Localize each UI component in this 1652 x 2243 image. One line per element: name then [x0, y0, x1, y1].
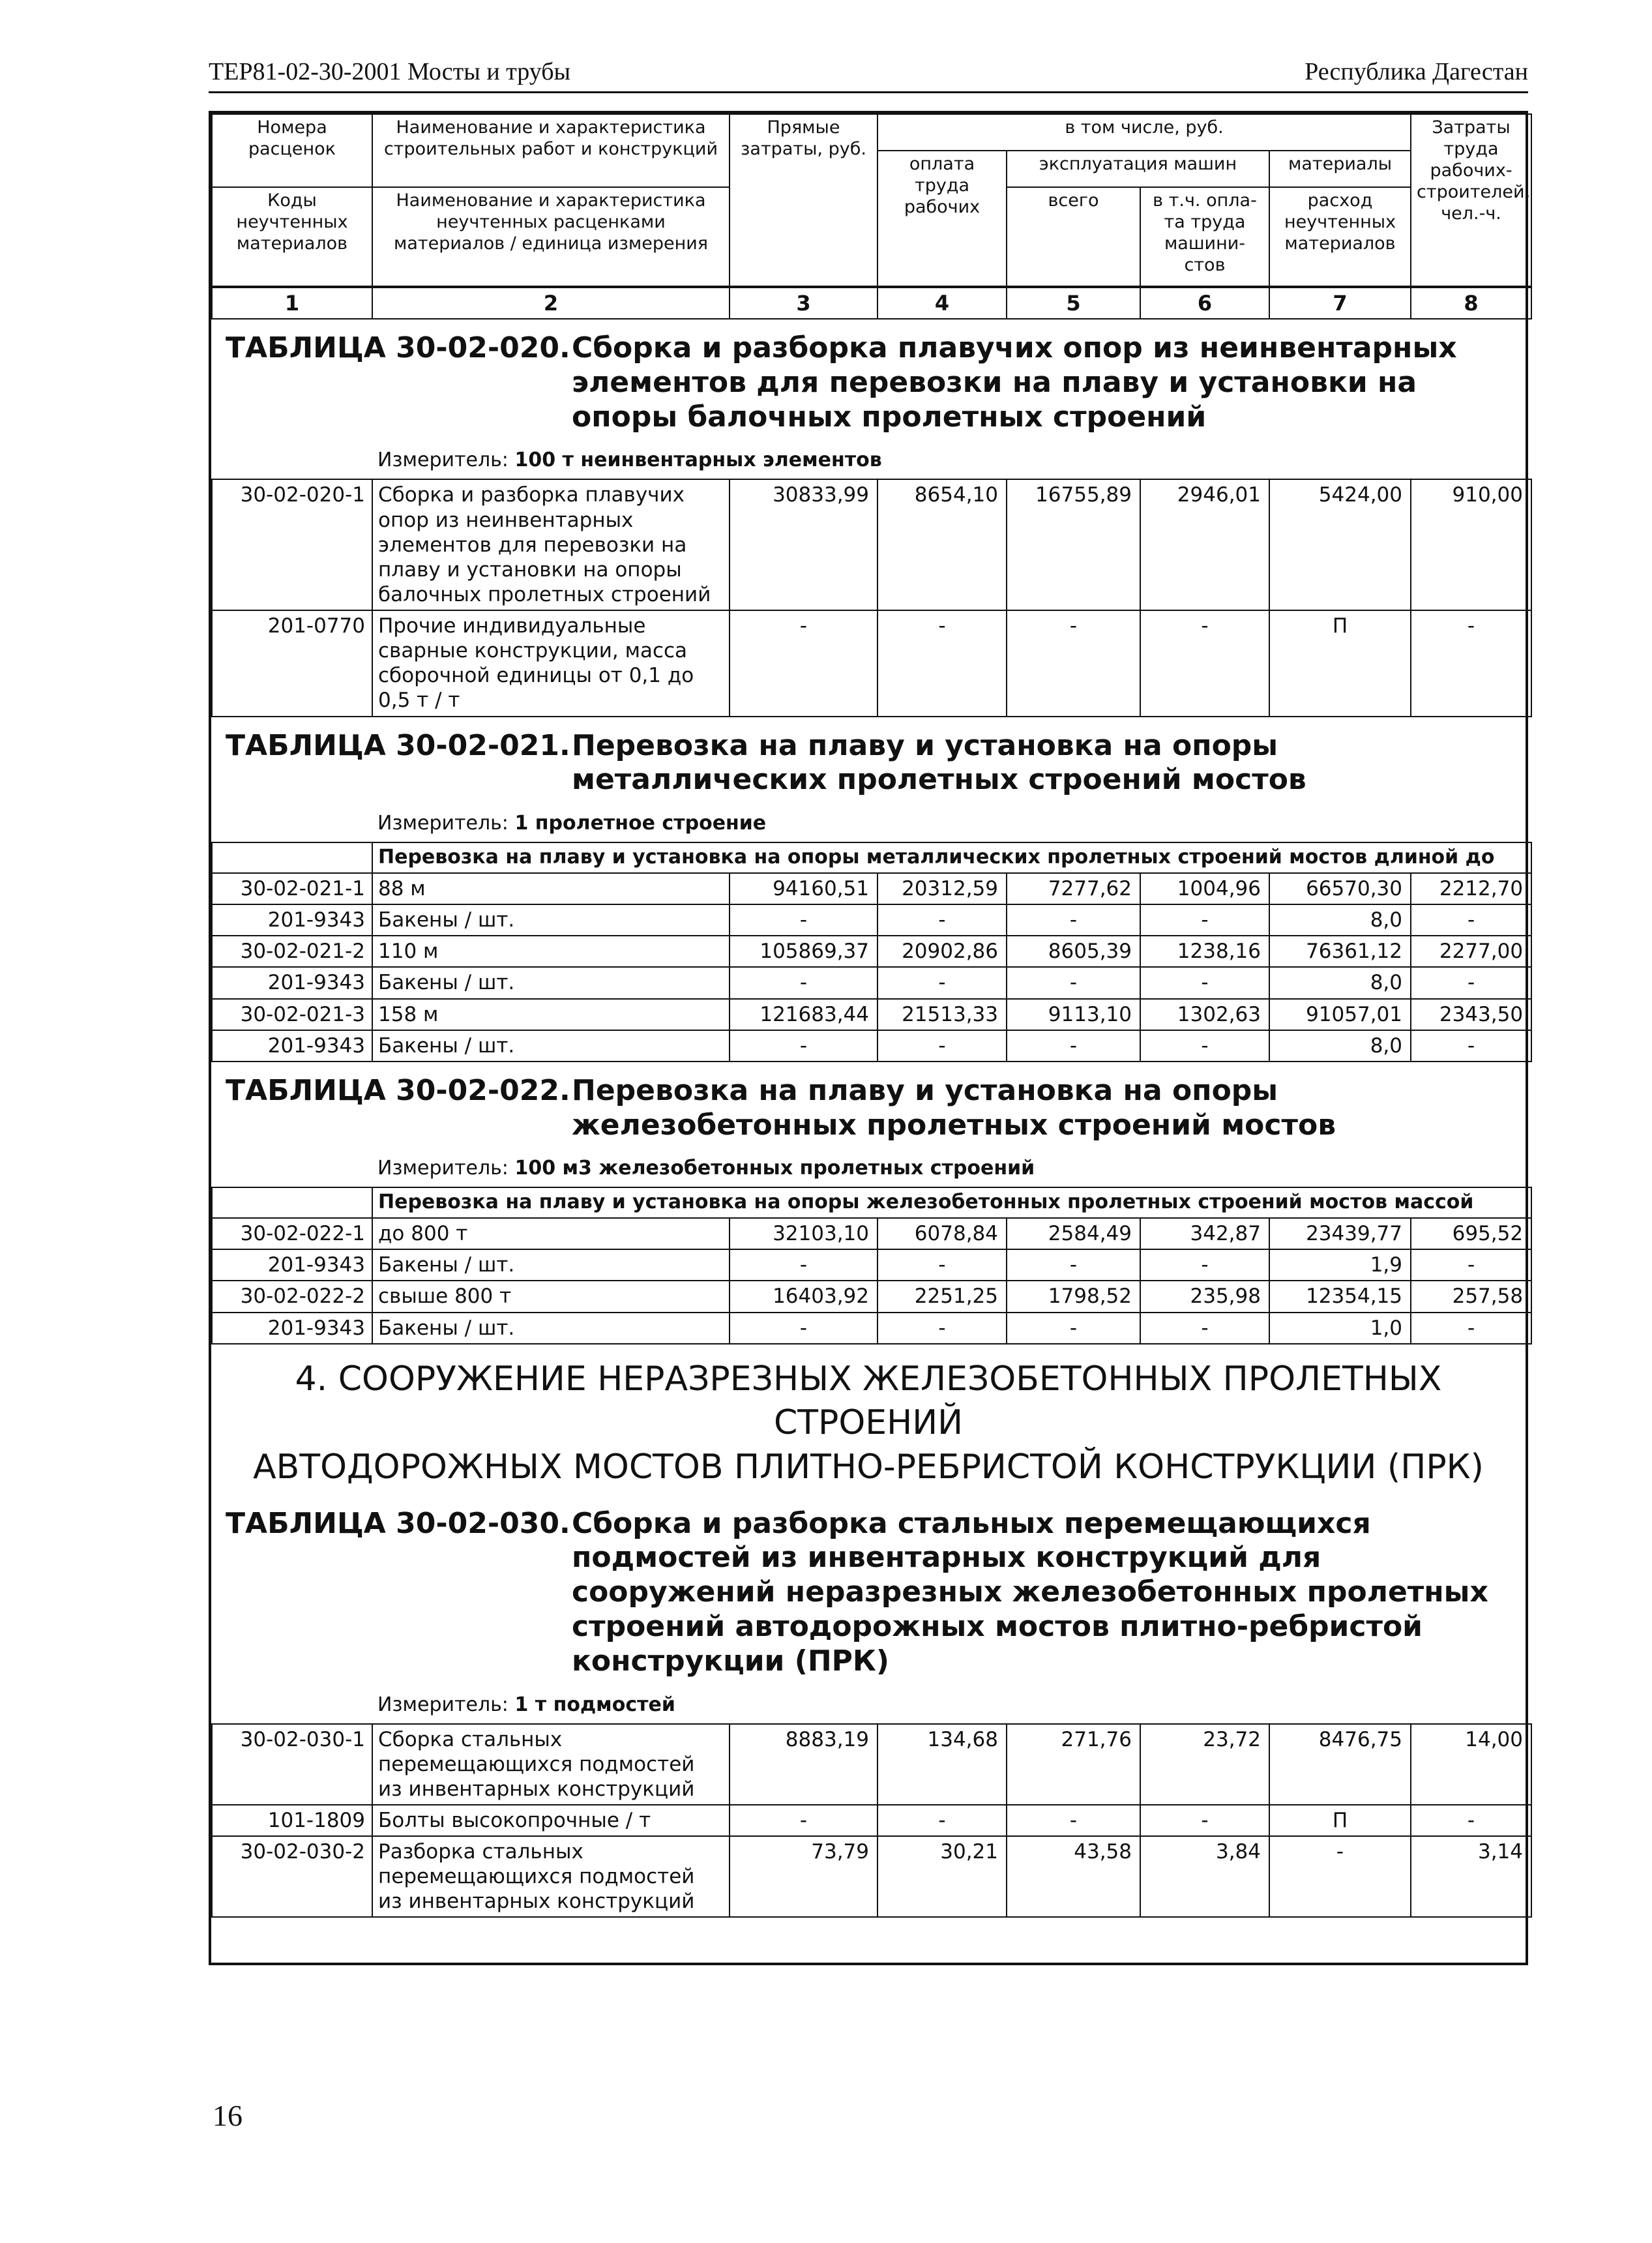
rate-code: 101-1809 [212, 1805, 372, 1836]
value-c7: 12354,15 [1269, 1281, 1411, 1312]
subheading-spacer [212, 842, 372, 873]
table-subheading: Перевозка на плаву и установка на опоры металлических пролетных строений мостов длиной до [372, 842, 1531, 873]
table-block-title [211, 1495, 1526, 1723]
value-c3: - [730, 610, 878, 717]
column-numbers [211, 287, 1532, 319]
value-c6: 2946,01 [1140, 479, 1269, 610]
value-c8: 2343,50 [1411, 999, 1531, 1030]
table-meter [377, 1693, 1526, 1719]
meter-unit: 100 м3 железобетонных пролетных строений [514, 1157, 1035, 1180]
value-c5: - [1007, 904, 1140, 936]
value-c4: - [878, 610, 1007, 717]
value-c4: 21513,33 [878, 999, 1007, 1030]
rate-name: Бакены / шт. [372, 1030, 730, 1062]
table-row [212, 1724, 1531, 1805]
value-c5: 16755,89 [1007, 479, 1140, 610]
document-code: ТЕР81-02-30-2001 Мосты и трубы [209, 58, 571, 85]
value-c4: - [878, 1313, 1007, 1344]
rate-name: Бакены / шт. [372, 1313, 730, 1344]
value-c8: - [1411, 1805, 1531, 1836]
rate-name: Бакены / шт. [372, 967, 730, 998]
table-label: ТАБЛИЦА 30-02-020. [226, 331, 570, 364]
value-c8: - [1411, 1313, 1531, 1344]
rate-name: Сборка стальных перемещающихся подмостей из инвентарных конструкций [372, 1724, 730, 1805]
column-number: 4 [878, 288, 1007, 319]
value-c3: 121683,44 [730, 999, 878, 1030]
header-including: в том числе, руб. [878, 114, 1411, 151]
rate-code: 30-02-030-1 [212, 1724, 372, 1805]
table-row [212, 999, 1531, 1030]
value-c8: - [1411, 1249, 1531, 1281]
value-c4: - [878, 904, 1007, 936]
table-row [212, 904, 1531, 936]
header-materials: материалы [1269, 151, 1411, 187]
rate-code: 201-9343 [212, 1030, 372, 1062]
value-c5: 271,76 [1007, 1724, 1140, 1805]
column-header [211, 113, 1532, 287]
value-c3: 16403,92 [730, 1281, 878, 1312]
value-c7: 8,0 [1269, 904, 1411, 936]
table-row [212, 873, 1531, 904]
value-c3: 8883,19 [730, 1724, 878, 1805]
value-c7: П [1269, 610, 1411, 717]
value-c6: - [1140, 967, 1269, 998]
rate-code: 30-02-020-1 [212, 479, 372, 610]
table-row [212, 1836, 1531, 1917]
rate-code: 30-02-021-2 [212, 936, 372, 967]
value-c8: - [1411, 610, 1531, 717]
rate-name: Болты высокопрочные / т [372, 1805, 730, 1836]
section-heading [211, 1344, 1526, 1495]
meter-prefix: Измеритель: [377, 812, 509, 835]
value-c4: 30,21 [878, 1836, 1007, 1917]
meter-unit: 1 т подмостей [514, 1693, 675, 1716]
value-c4: 20312,59 [878, 873, 1007, 904]
column-number: 6 [1140, 288, 1269, 319]
value-c6: 235,98 [1140, 1281, 1269, 1312]
table-row [212, 1249, 1531, 1281]
value-c5: 43,58 [1007, 1836, 1140, 1917]
table-subheading: Перевозка на плаву и установка на опоры железобетонных пролетных строений мостов массой [372, 1187, 1531, 1218]
value-c5: - [1007, 967, 1140, 998]
value-c7: 1,9 [1269, 1249, 1411, 1281]
value-c4: 8654,10 [878, 479, 1007, 610]
value-c3: - [730, 967, 878, 998]
value-c3: - [730, 1030, 878, 1062]
rate-code: 30-02-030-2 [212, 1836, 372, 1917]
meter-prefix: Измеритель: [377, 449, 509, 472]
header-labor-costs: Затраты труда рабочих- строителей, чел.-ч. [1411, 114, 1531, 286]
header-machinist-pay: в т.ч. опла- та труда машини- стов [1140, 187, 1269, 286]
value-c6: 1238,16 [1140, 936, 1269, 967]
value-c7: - [1269, 1836, 1411, 1917]
value-c8: - [1411, 1030, 1531, 1062]
table-block-title [211, 319, 1526, 479]
value-c7: 8,0 [1269, 967, 1411, 998]
rates-table [211, 1187, 1532, 1344]
value-c3: - [730, 904, 878, 936]
value-c8: - [1411, 967, 1531, 998]
value-c3: - [730, 1805, 878, 1836]
value-c5: 1798,52 [1007, 1281, 1140, 1312]
table-meter [377, 812, 1526, 838]
rate-code: 201-0770 [212, 610, 372, 717]
value-c8: 14,00 [1411, 1724, 1531, 1805]
table-row [212, 936, 1531, 967]
value-c3: - [730, 1313, 878, 1344]
header-material-name: Наименование и характеристика неучтенных расценками материалов / единица измерения [372, 187, 730, 286]
rate-code: 30-02-022-1 [212, 1218, 372, 1249]
rates-table [211, 842, 1532, 1062]
value-c3: 73,79 [730, 1836, 878, 1917]
value-c6: - [1140, 1030, 1269, 1062]
rate-name: 110 м [372, 936, 730, 967]
value-c3: 105869,37 [730, 936, 878, 967]
value-c4: 20902,86 [878, 936, 1007, 967]
rate-name: Бакены / шт. [372, 1249, 730, 1281]
table-block-title [211, 1062, 1526, 1187]
value-c7: 23439,77 [1269, 1218, 1411, 1249]
rate-name: 88 м [372, 873, 730, 904]
page-header [209, 56, 1528, 93]
value-c7: 5424,00 [1269, 479, 1411, 610]
column-number: 7 [1269, 288, 1411, 319]
table-row [212, 967, 1531, 998]
region-name: Республика Дагестан [1305, 58, 1528, 85]
value-c5: 8605,39 [1007, 936, 1140, 967]
value-c8: - [1411, 904, 1531, 936]
meter-prefix: Измеритель: [377, 1693, 509, 1716]
value-c4: 134,68 [878, 1724, 1007, 1805]
value-c5: - [1007, 1249, 1140, 1281]
value-c5: 7277,62 [1007, 873, 1140, 904]
table-row [212, 1218, 1531, 1249]
table-row [212, 479, 1531, 610]
page-number: 16 [213, 2099, 243, 2132]
table-row [212, 610, 1531, 717]
value-c6: 342,87 [1140, 1218, 1269, 1249]
rate-code: 201-9343 [212, 967, 372, 998]
value-c5: - [1007, 1805, 1140, 1836]
value-c4: - [878, 1805, 1007, 1836]
table-title: Сборка и разборка плавучих опор из неинвентарных элементов для перевозки на плаву и установки на опоры балочных пролетных строений [572, 331, 1457, 434]
section-heading-line1: 4. СООРУЖЕНИЕ НЕРАЗРЕЗНЫХ ЖЕЛЕЗОБЕТОННЫХ ПРОЛЕТНЫХ СТРОЕНИЙ [295, 1359, 1442, 1443]
rate-name: свыше 800 т [372, 1281, 730, 1312]
table-row [212, 1281, 1531, 1312]
value-c8: 257,58 [1411, 1281, 1531, 1312]
meter-unit: 1 пролетное строение [514, 812, 767, 835]
value-c3: 30833,99 [730, 479, 878, 610]
rates-table [211, 479, 1532, 717]
column-number: 2 [372, 288, 730, 319]
meter-prefix: Измеритель: [377, 1157, 509, 1180]
value-c4: 6078,84 [878, 1218, 1007, 1249]
table-title: Сборка и разборка стальных перемещающихся подмостей из инвентарных конструкций для сооружений неразрезных железобетонных пролетных строений автодорожных мостов плитно-ребристой конструкции (ПРК) [572, 1506, 1488, 1678]
rate-code: 201-9343 [212, 1249, 372, 1281]
header-direct-costs: Прямые затраты, руб. [730, 114, 878, 286]
value-c6: - [1140, 1313, 1269, 1344]
table-label: ТАБЛИЦА 30-02-030. [226, 1506, 570, 1540]
value-c6: - [1140, 1249, 1269, 1281]
column-number: 3 [730, 288, 878, 319]
value-c5: 2584,49 [1007, 1218, 1140, 1249]
section-heading-line2: АВТОДОРОЖНЫХ МОСТОВ ПЛИТНО-РЕБРИСТОЙ КОНСТРУКЦИИ (ПРК) [253, 1447, 1484, 1487]
rate-code: 30-02-022-2 [212, 1281, 372, 1312]
header-rate-number: Номера расценок [212, 114, 372, 187]
table-label: ТАБЛИЦА 30-02-022. [226, 1073, 570, 1107]
meter-unit: 100 т неинвентарных элементов [514, 449, 882, 472]
column-number: 8 [1411, 288, 1531, 319]
rate-name: Разборка стальных перемещающихся подмостей из инвентарных конструкций [372, 1836, 730, 1917]
value-c6: 3,84 [1140, 1836, 1269, 1917]
value-c5: 9113,10 [1007, 999, 1140, 1030]
value-c3: 32103,10 [730, 1218, 878, 1249]
value-c8: 2212,70 [1411, 873, 1531, 904]
value-c6: - [1140, 904, 1269, 936]
value-c8: 3,14 [1411, 1836, 1531, 1917]
header-material-codes: Коды неучтенных материалов [212, 187, 372, 286]
table-title: Перевозка на плаву и установка на опоры металлических пролетных строений мостов [572, 728, 1306, 797]
rates-table [211, 1723, 1532, 1918]
value-c8: 910,00 [1411, 479, 1531, 610]
sheet-content [211, 113, 1531, 1918]
value-c6: 1004,96 [1140, 873, 1269, 904]
table-row [212, 1313, 1531, 1344]
value-c7: 8476,75 [1269, 1724, 1411, 1805]
value-c7: 91057,01 [1269, 999, 1411, 1030]
rates-sheet [209, 111, 1531, 1965]
header-work-name: Наименование и характеристика строительных работ и конструкций [372, 114, 730, 187]
value-c8: 2277,00 [1411, 936, 1531, 967]
table-title: Перевозка на плаву и установка на опоры железобетонных пролетных строений мостов [572, 1073, 1336, 1142]
rate-code: 201-9343 [212, 1313, 372, 1344]
value-c7: 1,0 [1269, 1313, 1411, 1344]
value-c3: - [730, 1249, 878, 1281]
rate-name: Сборка и разборка плавучих опор из неинвентарных элементов для перевозки на плаву и установки на опоры балочных пролетных строений [372, 479, 730, 610]
rate-name: Бакены / шт. [372, 904, 730, 936]
column-number: 5 [1007, 288, 1140, 319]
table-row [212, 1030, 1531, 1062]
table-meter [377, 1157, 1526, 1183]
table-block-title [211, 717, 1526, 842]
table-row [212, 1805, 1531, 1836]
column-number: 1 [212, 288, 372, 319]
value-c7: 8,0 [1269, 1030, 1411, 1062]
value-c7: 76361,12 [1269, 936, 1411, 967]
subheading-spacer [212, 1187, 372, 1218]
value-c5: - [1007, 610, 1140, 717]
value-c6: - [1140, 610, 1269, 717]
value-c4: - [878, 1249, 1007, 1281]
table-label: ТАБЛИЦА 30-02-021. [226, 728, 570, 762]
table-meter [377, 449, 1526, 475]
rate-name: Прочие индивидуальные сварные конструкции, масса сборочной единицы от 0,1 до 0,5 т / т [372, 610, 730, 717]
value-c5: - [1007, 1030, 1140, 1062]
header-worker-pay: оплата труда рабочих [878, 151, 1007, 286]
header-machines-total: всего [1007, 187, 1140, 286]
rate-name: до 800 т [372, 1218, 730, 1249]
value-c8: 695,52 [1411, 1218, 1531, 1249]
value-c5: - [1007, 1313, 1140, 1344]
value-c7: 66570,30 [1269, 873, 1411, 904]
value-c4: - [878, 1030, 1007, 1062]
rate-code: 201-9343 [212, 904, 372, 936]
value-c6: - [1140, 1805, 1269, 1836]
value-c6: 23,72 [1140, 1724, 1269, 1805]
value-c4: 2251,25 [878, 1281, 1007, 1312]
rate-code: 30-02-021-3 [212, 999, 372, 1030]
value-c7: П [1269, 1805, 1411, 1836]
value-c4: - [878, 967, 1007, 998]
value-c3: 94160,51 [730, 873, 878, 904]
header-unaccounted-materials: расход неучтенных материалов [1269, 187, 1411, 286]
rate-code: 30-02-021-1 [212, 873, 372, 904]
rate-name: 158 м [372, 999, 730, 1030]
header-machines: эксплуатация машин [1007, 151, 1269, 187]
value-c6: 1302,63 [1140, 999, 1269, 1030]
